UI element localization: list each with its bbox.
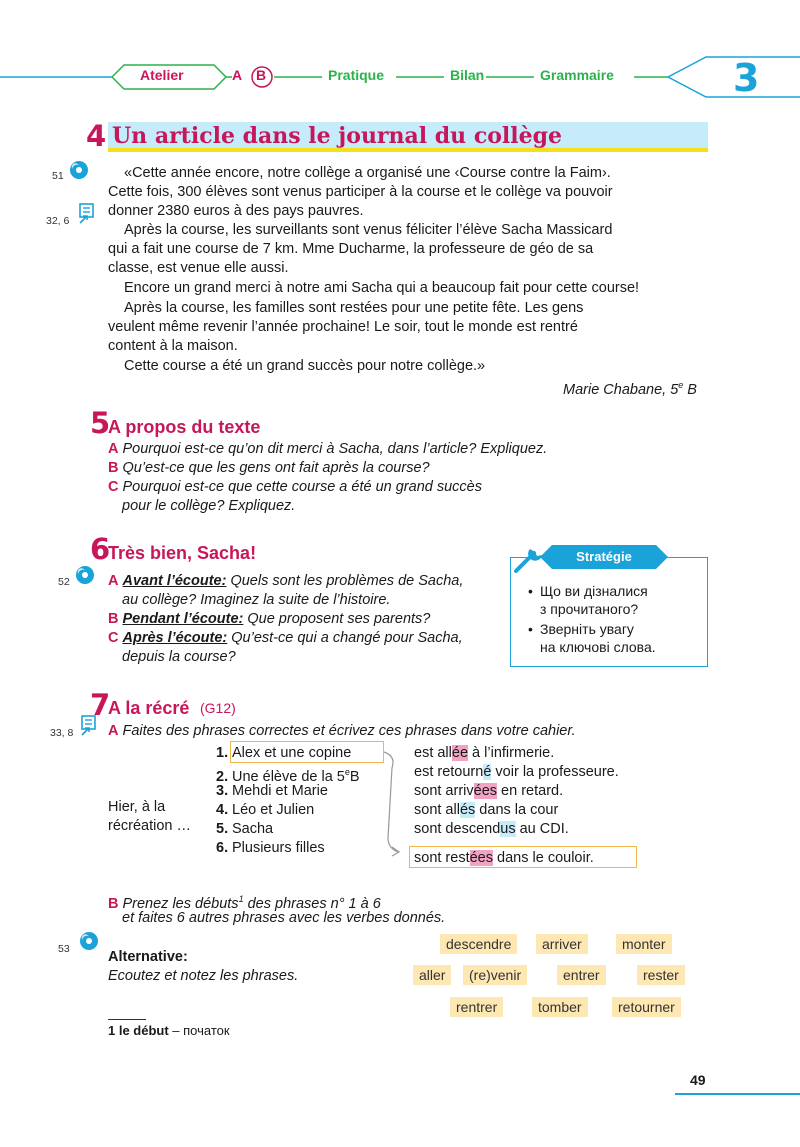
listening-a-cont: au collège? Imaginez la suite de l’histoire. [122, 592, 391, 608]
subject-item: 5. Sacha [216, 821, 274, 837]
verb-chip[interactable]: monter [616, 934, 672, 954]
question-a: A Pourquoi est-ce qu’on dit merci à Sacha, dans l’article? Expliquez. [108, 441, 548, 457]
verb-chip[interactable]: tomber [532, 997, 588, 1017]
subject-item: 1. Alex et une copine [216, 745, 352, 761]
exercise-number-4: 4 [86, 119, 107, 153]
nav-grammaire[interactable]: Grammaire [540, 67, 614, 83]
listening-a: A Avant l’écoute: Quels sont les problèmes de Sacha, [108, 573, 464, 589]
workbook-ref: 33, 8 [50, 727, 74, 739]
sentence-intro: récréation … [108, 818, 192, 834]
question-c-cont: pour le collège? Expliquez. [122, 498, 296, 514]
instruction-b-cont: et faites 6 autres phrases avec les verbes donnés. [122, 910, 446, 926]
workbook-ref: 32, 6 [46, 215, 70, 227]
article-line: Après la course, les surveillants sont venus féliciter l’élève Sacha Massicard [124, 222, 613, 238]
predicate-item: sont arrivées en retard. [414, 783, 564, 799]
article-line: veulent même revenir l’année prochaine! Le soir, tout le monde est rentré [108, 319, 578, 335]
verb-chip[interactable]: (re)venir [463, 965, 527, 985]
article-line: «Cette année encore, notre collège a organisé une ‹Course contre la Faim›. [124, 165, 611, 181]
question-c: C Pourquoi est-ce que cette course a été un grand succès [108, 479, 482, 495]
article-line: Encore un grand merci à notre ami Sacha qui a beaucoup fait pour cette course! [124, 280, 640, 296]
predicate-item: sont restées dans le couloir. [414, 850, 594, 866]
verb-chip[interactable]: aller [413, 965, 451, 985]
audio-cd-icon[interactable] [76, 566, 94, 584]
footnote: 1 le début – початок [108, 1023, 230, 1038]
exercise-number-6: 6 [90, 532, 111, 566]
verb-chip[interactable]: descendre [440, 934, 517, 954]
audio-cd-icon[interactable] [80, 932, 98, 950]
workbook-icon[interactable] [78, 203, 96, 225]
subject-item: 6. Plusieurs filles [216, 840, 325, 856]
audio-cd-icon[interactable] [70, 161, 88, 179]
chapter-number: 3 [733, 56, 760, 100]
predicate-item: est retourné voir la professeure. [414, 764, 619, 780]
verb-chip[interactable]: rentrer [450, 997, 503, 1017]
instruction-a: A Faites des phrases correctes et écrivez ces phrases dans votre cahier. [108, 723, 576, 739]
article-line: qui a fait une course de 7 km. Mme Ducharme, la professeure de géo de sa [108, 241, 594, 257]
strategy-bullet: • [528, 583, 533, 599]
exercise-title-5: A propos du texte [108, 417, 261, 437]
sentence-intro: Hier, à la [108, 799, 166, 815]
article-line: donner 2380 euros à des pays pauvres. [108, 203, 364, 219]
strategy-item: з прочитаного? [540, 601, 639, 617]
article-line: Cette fois, 300 élèves sont venus participer à la course et le collège va pouvoir [108, 184, 613, 200]
strategy-item: Що ви дізналися [540, 583, 648, 599]
predicate-item: est allée à l’infirmerie. [414, 745, 555, 761]
cd-track-ref: 52 [58, 576, 70, 588]
page-number-rule [675, 1093, 800, 1095]
exercise-number-7: 7 [90, 688, 111, 722]
verb-chip[interactable]: arriver [536, 934, 588, 954]
predicate-item: sont descendus au CDI. [414, 821, 569, 837]
cd-track-ref: 53 [58, 943, 70, 955]
strategy-item: на ключові слова. [540, 639, 656, 655]
nav-a[interactable]: A [232, 67, 243, 83]
subject-item: 3. Mehdi et Marie [216, 783, 328, 799]
exercise-title-6: Très bien, Sacha! [108, 543, 257, 563]
subject-item: 4. Léo et Julien [216, 802, 315, 818]
exercise-title-4: Un article dans le journal du collège [112, 123, 562, 149]
article-line: content à la maison. [108, 338, 238, 354]
verb-chip[interactable]: retourner [612, 997, 681, 1017]
exercise-number-5: 5 [90, 406, 111, 440]
article-line: Après la course, les familles sont restées pour une petite fête. Les gens [124, 300, 584, 316]
subject-item: 2. Une élève de la 5eB [216, 767, 360, 785]
predicate-item: sont allés dans la cour [414, 802, 559, 818]
verb-chip[interactable]: entrer [557, 965, 606, 985]
strategy-item: Зверніть увагу [540, 621, 634, 637]
wrench-icon [512, 545, 546, 575]
article-signature: Marie Chabane, 5e B [563, 380, 697, 398]
nav-atelier[interactable]: Atelier [140, 67, 184, 83]
listening-b: B Pendant l’écoute: Que proposent ses parents? [108, 611, 431, 627]
question-b: B Qu’est-ce que les gens ont fait après la course? [108, 460, 430, 476]
nav-b[interactable]: B [256, 67, 267, 83]
strategy-label: Stratégie [576, 549, 632, 564]
footnote-rule [108, 1019, 146, 1020]
listening-c-cont: depuis la course? [122, 649, 236, 665]
listening-c: C Après l’écoute: Qu’est-ce qui a changé pour Sacha, [108, 630, 463, 646]
grammar-ref[interactable]: (G12) [200, 700, 236, 716]
exercise-title-7: A la récré [108, 698, 190, 718]
article-line: classe, est venue elle aussi. [108, 260, 289, 276]
verb-chip[interactable]: rester [637, 965, 685, 985]
cd-track-ref: 51 [52, 170, 64, 182]
instruction-b: B Prenez les débuts$^1$ des phrases n° 1 à 6 [108, 894, 381, 912]
match-arrow [382, 748, 404, 860]
alternative-title: Alternative: [108, 949, 188, 965]
chapter-nav-lines [0, 56, 800, 104]
nav-bilan[interactable]: Bilan [450, 67, 485, 83]
strategy-bullet: • [528, 621, 533, 637]
workbook-icon[interactable] [80, 715, 98, 737]
article-line: Cette course a été un grand succès pour notre collège.» [124, 358, 486, 374]
alternative-text: Ecoutez et notez les phrases. [108, 968, 299, 984]
page-number: 49 [690, 1072, 706, 1088]
nav-pratique[interactable]: Pratique [328, 67, 385, 83]
